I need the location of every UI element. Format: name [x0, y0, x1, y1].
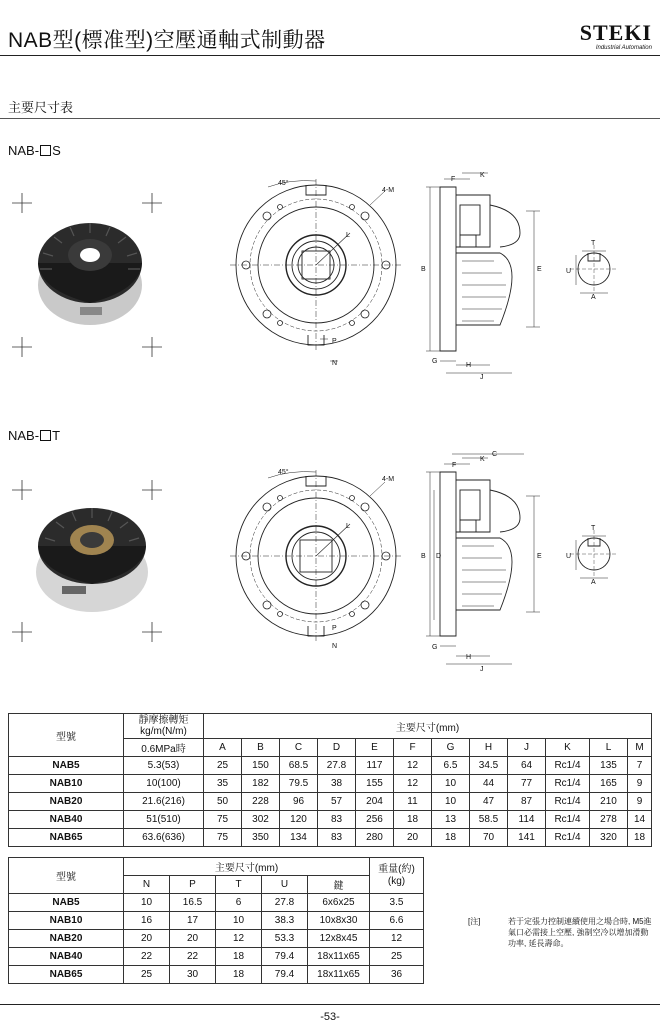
table-cell: 25	[370, 948, 424, 966]
table1-col-header: H	[470, 739, 508, 757]
table-cell: 182	[242, 775, 280, 793]
table1-col-header: F	[394, 739, 432, 757]
table-cell: 135	[590, 757, 628, 775]
table1-col-header: G	[432, 739, 470, 757]
key-weight-table	[8, 857, 424, 984]
table-cell: 14	[628, 811, 652, 829]
table-row	[9, 757, 652, 775]
table-cell: 21.6(216)	[124, 793, 204, 811]
table-cell: 210	[590, 793, 628, 811]
side-view-s	[426, 173, 540, 373]
table-cell: 117	[356, 757, 394, 775]
table-cell: 10(100)	[124, 775, 204, 793]
table-cell: 13	[432, 811, 470, 829]
table-cell: 120	[280, 811, 318, 829]
brand-logo	[580, 22, 652, 51]
table-cell: 10	[216, 912, 262, 930]
table-cell: 11	[394, 793, 432, 811]
model-cell: NAB40	[9, 811, 124, 829]
model-cell: NAB40	[9, 948, 124, 966]
model-cell: NAB65	[9, 966, 124, 984]
dimension-table	[8, 713, 652, 847]
table-cell: 10	[432, 775, 470, 793]
table-row	[9, 811, 652, 829]
model-cell: NAB10	[9, 912, 124, 930]
table-cell: 79.4	[262, 948, 308, 966]
model-cell: NAB20	[9, 930, 124, 948]
table-cell: 22	[124, 948, 170, 966]
side-view-t	[426, 454, 540, 664]
table-cell: 256	[356, 811, 394, 829]
table-cell: 16	[124, 912, 170, 930]
svg-text:T: T	[591, 525, 596, 532]
table-cell: 16.5	[170, 894, 216, 912]
svg-text:4-M: 4-M	[382, 187, 395, 194]
table-cell: 204	[356, 793, 394, 811]
table-cell: 10x8x30	[308, 912, 370, 930]
section-rule	[0, 118, 660, 119]
table1-torque-sub: 0.6MPa時	[124, 739, 204, 757]
table-cell: Rc1/4	[546, 757, 590, 775]
table-cell: 12x8x45	[308, 930, 370, 948]
placeholder-box-icon	[40, 430, 51, 441]
table-cell: 70	[470, 829, 508, 847]
dimension-table-body	[9, 714, 652, 847]
table-cell: 75	[204, 811, 242, 829]
table-cell: 20	[170, 930, 216, 948]
footer-rule	[0, 1004, 660, 1005]
model-cell: NAB20	[9, 793, 124, 811]
table-cell: 165	[590, 775, 628, 793]
table-cell: 12	[370, 930, 424, 948]
svg-text:A: A	[591, 579, 596, 586]
page-title: NAB型(標准型)空壓通軸式制動器	[8, 29, 326, 52]
table-cell: Rc1/4	[546, 829, 590, 847]
table-cell: 17	[170, 912, 216, 930]
svg-text:45°: 45°	[278, 180, 289, 187]
note-tag: [注]	[468, 917, 481, 926]
svg-text:A: A	[591, 294, 596, 301]
section-title: 主要尺寸表	[8, 100, 74, 115]
model-cell: NAB65	[9, 829, 124, 847]
table-cell: 79.4	[262, 966, 308, 984]
table1-col-header: D	[318, 739, 356, 757]
table-cell: 83	[318, 811, 356, 829]
svg-text:E: E	[537, 266, 542, 273]
key-section-s	[570, 245, 618, 293]
brake-photo-s	[38, 223, 142, 325]
table-cell: 18	[394, 811, 432, 829]
table-cell: 30	[170, 966, 216, 984]
table1-col-header: M	[628, 739, 652, 757]
svg-text:K: K	[480, 456, 485, 463]
table-row	[9, 912, 424, 930]
key-weight-table-body	[9, 858, 424, 984]
table1-dims-header: 主要尺寸(mm)	[204, 714, 652, 739]
table-cell: 141	[508, 829, 546, 847]
page-number: -53-	[320, 1011, 340, 1023]
table-cell: 150	[242, 757, 280, 775]
front-view-t	[230, 470, 402, 642]
variant-s-drawing	[0, 165, 660, 380]
table-cell: 83	[318, 829, 356, 847]
svg-text:U: U	[566, 553, 572, 560]
table2-weight-header	[370, 858, 424, 894]
table-cell: 6.5	[432, 757, 470, 775]
table2-col-header: U	[262, 876, 308, 894]
table-cell: 280	[356, 829, 394, 847]
table1-col-header: A	[204, 739, 242, 757]
table-cell: 79.5	[280, 775, 318, 793]
svg-text:D: D	[436, 553, 442, 560]
table-cell: 12	[216, 930, 262, 948]
logo-subtext: Industrial Automation	[595, 45, 652, 51]
model-cell: NAB10	[9, 775, 124, 793]
table-row	[9, 894, 424, 912]
svg-text:T: T	[591, 240, 596, 247]
front-view-s	[230, 179, 402, 361]
svg-text:45°: 45°	[278, 469, 289, 476]
table-cell: 27.8	[318, 757, 356, 775]
table-row	[9, 775, 652, 793]
svg-text:N: N	[332, 643, 338, 650]
variant-t-prefix: NAB-	[8, 428, 40, 443]
key-section-t	[570, 530, 618, 578]
table-cell: 57	[318, 793, 356, 811]
table-cell: 38.3	[262, 912, 308, 930]
svg-text:K: K	[480, 172, 485, 179]
table-cell: 87	[508, 793, 546, 811]
table-row	[9, 793, 652, 811]
table-cell: 51(510)	[124, 811, 204, 829]
table-cell: 77	[508, 775, 546, 793]
table-cell: Rc1/4	[546, 775, 590, 793]
table-cell: 25	[124, 966, 170, 984]
table-cell: 114	[508, 811, 546, 829]
table-cell: 18	[432, 829, 470, 847]
variant-s-label	[8, 143, 61, 158]
table-cell: 134	[280, 829, 318, 847]
svg-text:C: C	[492, 451, 498, 458]
table-cell: 63.6(636)	[124, 829, 204, 847]
table-cell: 18	[628, 829, 652, 847]
table-cell: 38	[318, 775, 356, 793]
table-cell: 20	[394, 829, 432, 847]
svg-text:E: E	[537, 553, 542, 560]
model-cell: NAB5	[9, 757, 124, 775]
svg-text:F: F	[452, 462, 457, 469]
table1-col-header: L	[590, 739, 628, 757]
svg-text:L: L	[346, 232, 350, 239]
table2-col-header: P	[170, 876, 216, 894]
table2-col-header: 鍵	[308, 876, 370, 894]
svg-text:4-M: 4-M	[382, 476, 395, 483]
table-cell: 10	[124, 894, 170, 912]
table1-col-header: E	[356, 739, 394, 757]
table-cell: 6	[216, 894, 262, 912]
table-cell: 9	[628, 775, 652, 793]
table-cell: 302	[242, 811, 280, 829]
table-cell: 7	[628, 757, 652, 775]
table-cell: 47	[470, 793, 508, 811]
table-cell: 36	[370, 966, 424, 984]
table-cell: 53.3	[262, 930, 308, 948]
table-cell: 96	[280, 793, 318, 811]
logo-text: STEKI	[579, 20, 652, 45]
table-cell: 5.3(53)	[124, 757, 204, 775]
table-cell: 34.5	[470, 757, 508, 775]
table-cell: 68.5	[280, 757, 318, 775]
placeholder-box-icon	[40, 145, 51, 156]
table-row	[9, 829, 652, 847]
table-cell: Rc1/4	[546, 793, 590, 811]
table1-model-header: 型號	[9, 714, 124, 757]
table1-col-header: J	[508, 739, 546, 757]
table1-col-header: B	[242, 739, 280, 757]
table-cell: 228	[242, 793, 280, 811]
variant-s-prefix: NAB-	[8, 143, 40, 158]
table-cell: 58.5	[470, 811, 508, 829]
table-row	[9, 948, 424, 966]
variant-t-label	[8, 428, 60, 443]
svg-text:U: U	[566, 268, 572, 275]
table-cell: 22	[170, 948, 216, 966]
table-cell: 75	[204, 829, 242, 847]
model-cell: NAB5	[9, 894, 124, 912]
table2-model-header: 型號	[9, 858, 124, 894]
table-cell: 20	[124, 930, 170, 948]
header-rule	[0, 55, 660, 56]
table-cell: 44	[470, 775, 508, 793]
table-cell: 278	[590, 811, 628, 829]
table-cell: 64	[508, 757, 546, 775]
svg-text:L: L	[346, 523, 350, 530]
variant-s-suffix: S	[52, 143, 61, 158]
table-cell: 18x11x65	[308, 966, 370, 984]
table-cell: 320	[590, 829, 628, 847]
table1-col-header: K	[546, 739, 590, 757]
table2-col-header: N	[124, 876, 170, 894]
svg-text:H: H	[466, 654, 472, 661]
weight-header-unit: (kg)	[387, 875, 406, 887]
table-cell: 27.8	[262, 894, 308, 912]
table-row	[9, 966, 424, 984]
table-cell: 18	[216, 948, 262, 966]
table-cell: 18	[216, 966, 262, 984]
table-cell: 25	[204, 757, 242, 775]
table-cell: 12	[394, 757, 432, 775]
table2-col-header: T	[216, 876, 262, 894]
table-cell: 155	[356, 775, 394, 793]
table-cell: 50	[204, 793, 242, 811]
table1-col-header: C	[280, 739, 318, 757]
svg-text:P: P	[332, 625, 337, 632]
table-cell: 12	[394, 775, 432, 793]
table2-dims-header: 主要尺寸(mm)	[124, 858, 370, 876]
svg-text:N: N	[332, 360, 338, 367]
table-cell: Rc1/4	[546, 811, 590, 829]
table-cell: 9	[628, 793, 652, 811]
svg-text:G: G	[432, 358, 438, 365]
svg-text:B: B	[421, 553, 426, 560]
table-cell: 6.6	[370, 912, 424, 930]
svg-text:G: G	[432, 644, 438, 651]
variant-t-drawing	[0, 450, 660, 675]
table1-torque-header: 靜摩擦轉矩 kg/m(N/m)	[124, 714, 204, 739]
weight-header-label: 重量(約)	[378, 863, 415, 875]
table-cell: 3.5	[370, 894, 424, 912]
svg-text:B: B	[421, 266, 426, 273]
table-cell: 18x11x65	[308, 948, 370, 966]
note-text: 若于定張力控制連續使用之場合時, M5進氣口必需接上空壓, 強制空冷以增加滑動功率, 延長壽命。	[508, 917, 652, 948]
svg-text:P: P	[332, 338, 337, 345]
table-row	[9, 930, 424, 948]
brake-photo-t	[36, 508, 148, 612]
svg-text:J: J	[480, 374, 484, 380]
table-cell: 6x6x25	[308, 894, 370, 912]
svg-text:H: H	[466, 362, 472, 369]
variant-t-suffix: T	[52, 428, 61, 443]
svg-text:F: F	[451, 176, 456, 183]
table-cell: 10	[432, 793, 470, 811]
table-cell: 35	[204, 775, 242, 793]
svg-text:J: J	[480, 666, 484, 673]
table-cell: 350	[242, 829, 280, 847]
